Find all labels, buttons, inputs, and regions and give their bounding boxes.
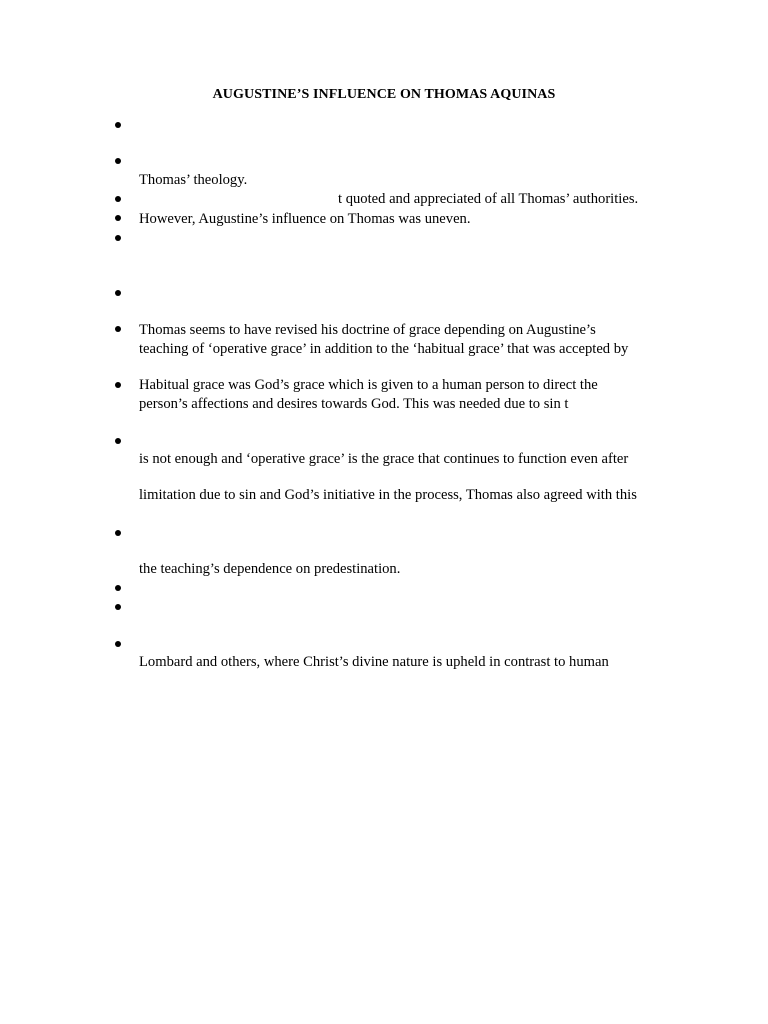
- text-line: Thomas’ theology.: [139, 172, 248, 188]
- text-line: However, Augustine’s influence on Thomas was uneven.: [139, 211, 471, 227]
- text-line: Habitual grace was God’s grace which is given to a human person to direct the: [139, 377, 598, 393]
- bullet-5: [115, 234, 123, 242]
- bullet-6: [115, 289, 123, 297]
- document-title: AUGUSTINE’S INFLUENCE ON THOMAS AQUINAS: [212, 87, 556, 102]
- text-line: person’s affections and desires towards God. This was needed due to sin t: [139, 396, 569, 412]
- bullet-1: [115, 121, 123, 129]
- bullet-10: [115, 529, 123, 537]
- text-line: the teaching’s dependence on predestination.: [139, 561, 401, 577]
- text-line: is not enough and ‘operative grace’ is the grace that continues to function even after: [139, 451, 629, 467]
- bullet-7: [115, 325, 123, 333]
- bullet-8: [115, 381, 123, 389]
- bullet-3: [115, 195, 123, 203]
- bullet-9: [115, 437, 123, 445]
- bullet-4: [115, 214, 123, 222]
- text-line: Thomas seems to have revised his doctrine of grace depending on Augustine’s: [139, 322, 596, 338]
- text-line: limitation due to sin and God’s initiative in the process, Thomas also agreed with this: [139, 487, 637, 503]
- bullet-2: [115, 157, 123, 165]
- text-line: teaching of ‘operative grace’ in addition to the ‘habitual grace’ that was accepted by: [139, 341, 629, 357]
- text-line: Lombard and others, where Christ’s divine nature is upheld in contrast to human: [139, 654, 609, 670]
- bullet-13: [115, 640, 123, 648]
- text-line: t quoted and appreciated of all Thomas’ authorities.: [338, 191, 639, 207]
- bullet-12: [115, 603, 123, 611]
- bullet-11: [115, 584, 123, 592]
